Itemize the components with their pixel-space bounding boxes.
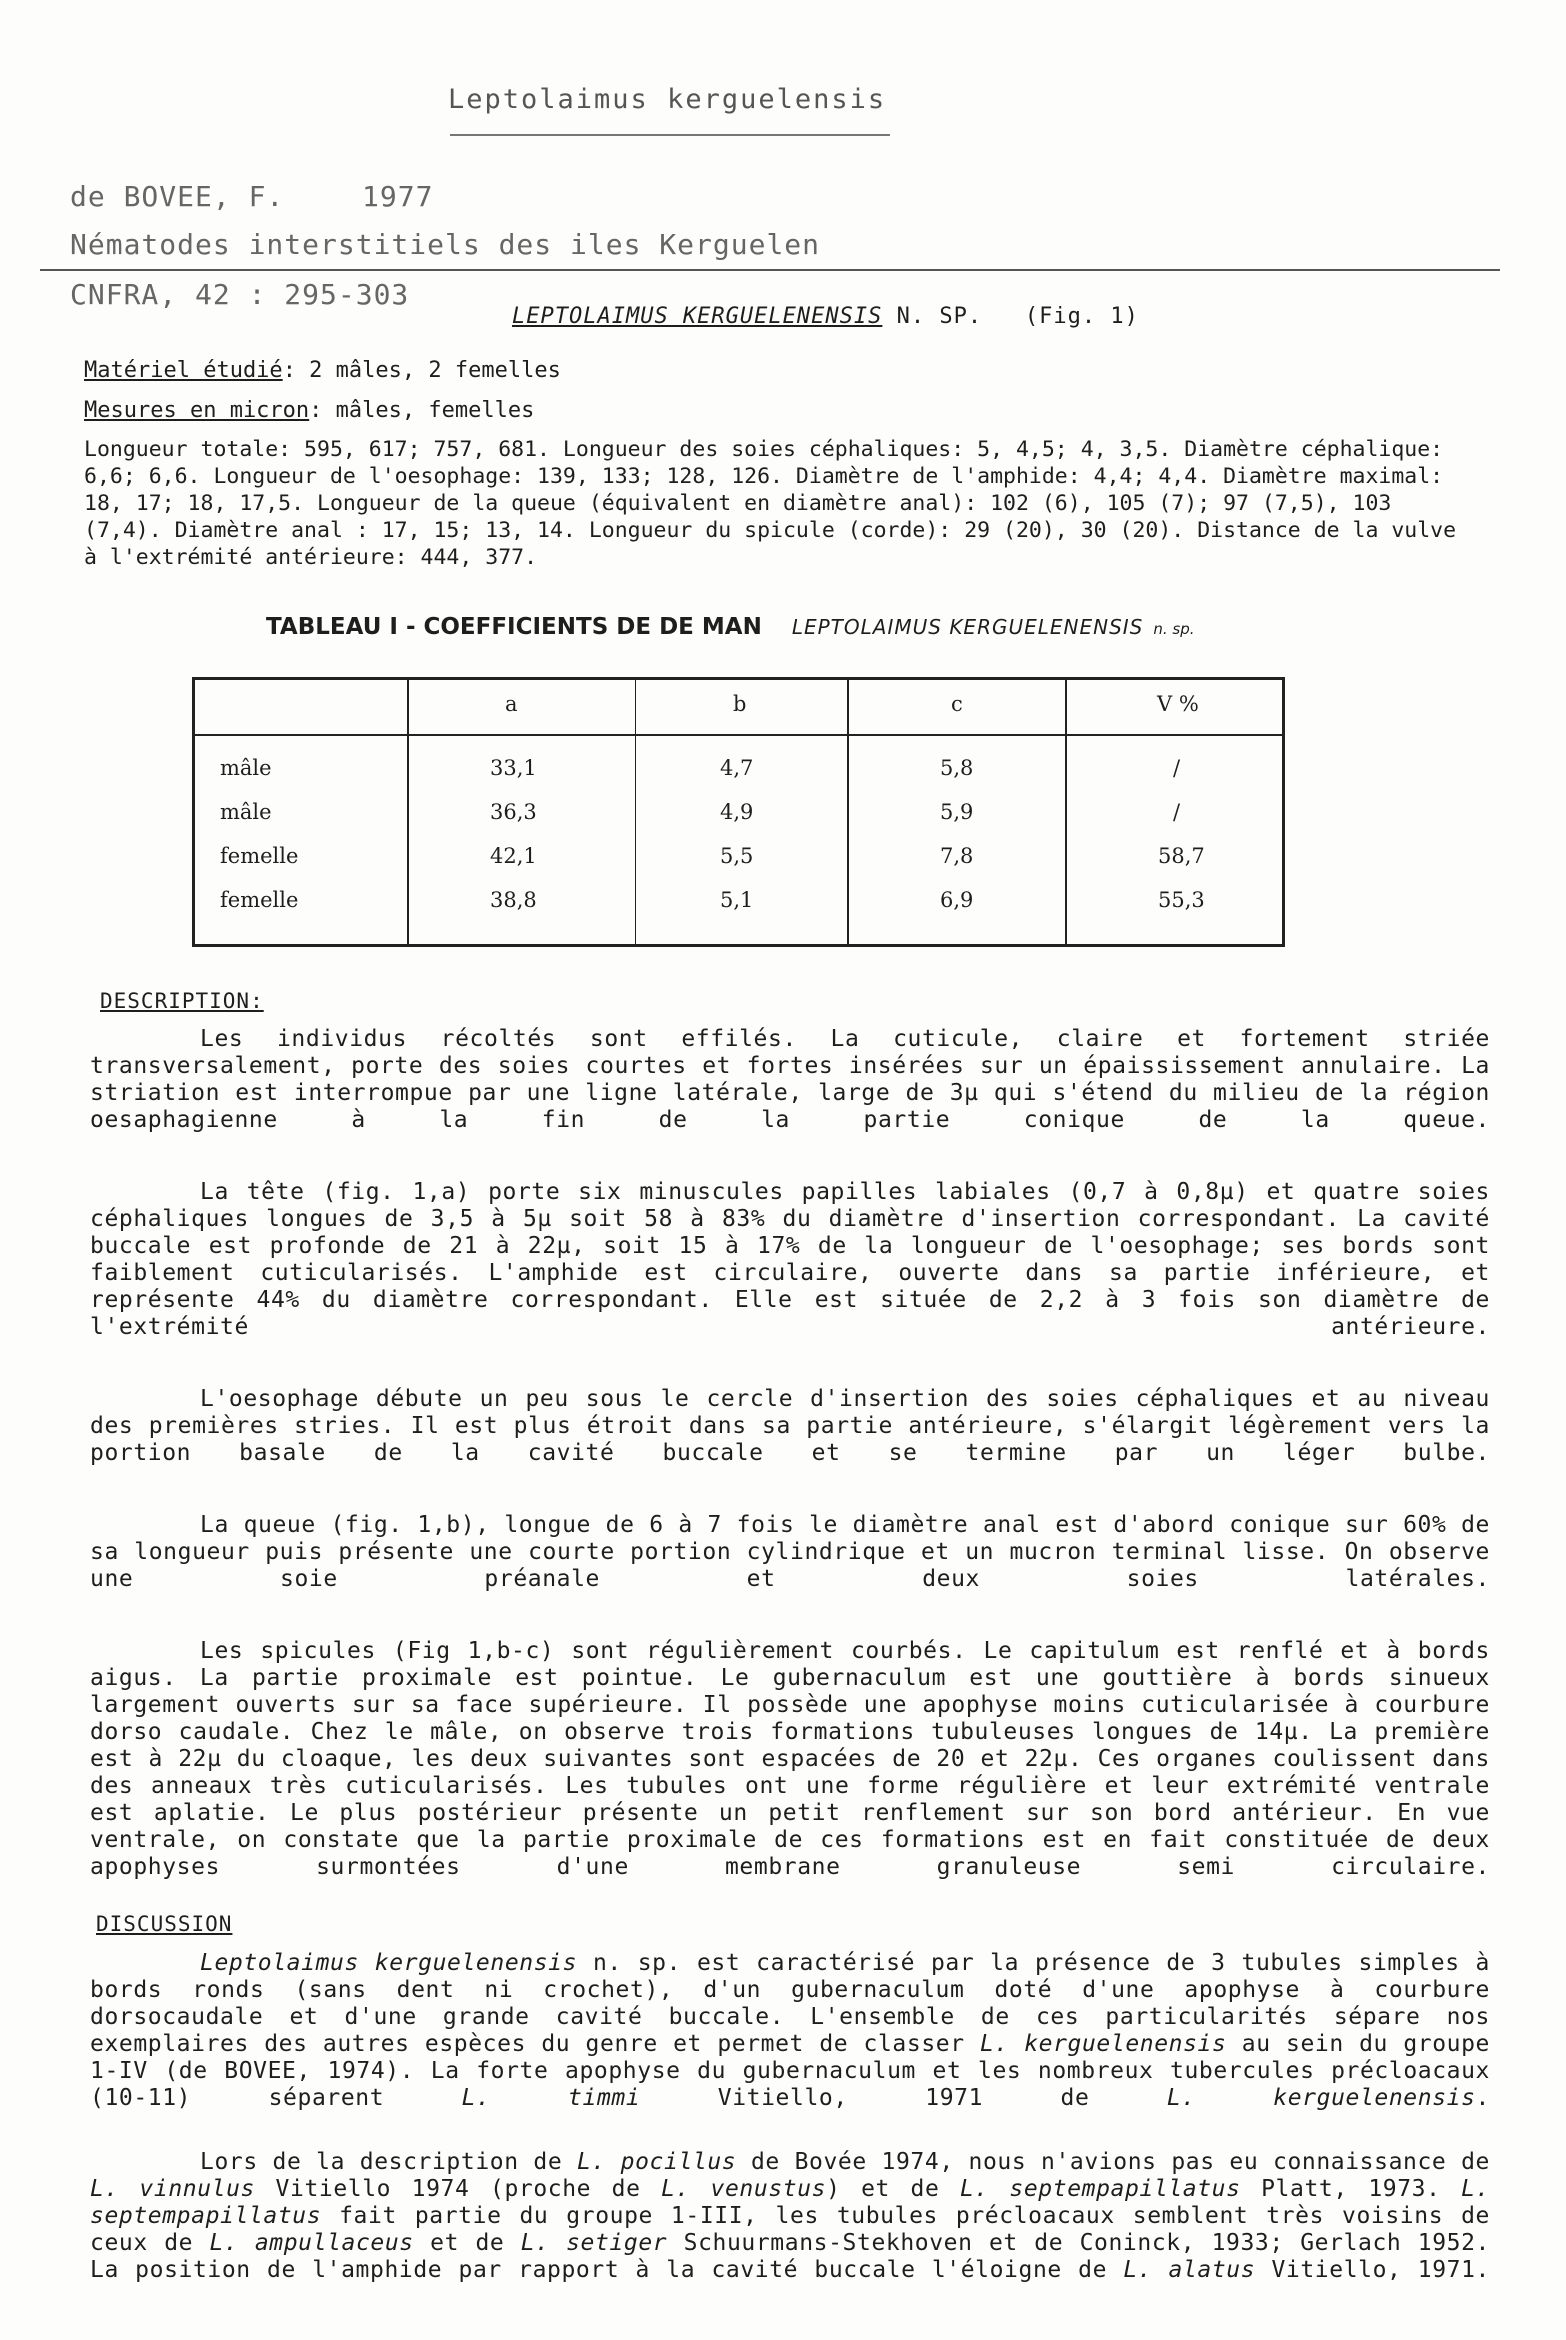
species-mention: L. septempapillatus <box>959 2176 1241 2202</box>
table-header-a: a <box>505 692 518 716</box>
species-mention: L. septempapillatus <box>90 2176 1491 2229</box>
table-cell: 42,1 <box>490 844 537 868</box>
description-heading: DESCRIPTION: <box>100 989 264 1013</box>
measures-label: Mesures en micron <box>84 398 310 423</box>
discussion-body <box>90 1950 1490 2311</box>
discussion-text: au sein du groupe 1-IV (de BOVEE, 1974). La forte apophyse du gubernaculum et les nombreux tubercules précloacaux (10-11) séparent <box>90 2031 1490 2111</box>
description-paragraph: L'oesophage débute un peu sous le cercle d'insertion des soies céphaliques et au niveau des premières stries. Il est plus étroit dans sa partie antérieure, s'élargit légèrement vers la portion basale de la cavité buccale et se termine par un léger bulbe. <box>90 1386 1490 1466</box>
table-title <box>266 614 1195 640</box>
discussion-paragraph <box>90 2149 1490 2311</box>
card-author: de BOVEE, F. <box>70 180 285 213</box>
species-heading <box>512 304 1139 329</box>
discussion-text: Schuurmans-Stekhoven et de Coninck, 1933; Gerlach 1952. La position de l'amphide par rapport à la cavité buccale l'éloigne de <box>90 2230 1491 2283</box>
discussion-heading: DISCUSSION <box>96 1912 233 1936</box>
species-mention: L. vinnulus <box>90 2176 256 2202</box>
table-cell: / <box>1173 756 1181 780</box>
discussion-text: Platt, 1973. <box>1240 2176 1462 2202</box>
discussion-text: Vitiello, 1971. <box>1255 2257 1490 2283</box>
table-cell: 5,1 <box>720 888 754 912</box>
table-cell: 5,5 <box>720 844 754 868</box>
table-divider <box>407 680 409 944</box>
species-mention: L. setiger <box>520 2230 668 2256</box>
discussion-text: Vitiello, 1971 de <box>640 2085 1167 2111</box>
table-divider <box>847 680 849 944</box>
table-header-rule <box>195 734 1282 736</box>
discussion-text: Vitiello 1974 (proche de <box>255 2176 662 2202</box>
table-row-label: mâle <box>220 800 272 824</box>
discussion-text: de Bovée 1974, nous n'avions pas eu connaissance de <box>736 2149 1490 2175</box>
discussion-text: n. sp. est caractérisé par la présence de 3 tubules simples à bords ronds (sans dent ni crochet), d'un gubernaculum doté d'une apophyse à courbure dorsocaudale et d'une grande cavité buccale. L'ensemble de ces particularités sépare nos exemplaires des autres espèces du genre et permet de classer <box>90 1950 1490 2057</box>
table-nsp: n. sp. <box>1153 620 1195 638</box>
discussion-text: ) et de <box>826 2176 960 2202</box>
species-mention: L. timmi <box>461 2085 641 2111</box>
species-mention: L. venustus <box>661 2176 827 2202</box>
discussion-text: Lors de la description de <box>200 2149 578 2175</box>
card-title-rule <box>450 134 890 136</box>
table-cell: 6,9 <box>940 888 974 912</box>
discussion-text: et de <box>413 2230 521 2256</box>
table-cell: 38,8 <box>490 888 537 912</box>
table-row-label: mâle <box>220 756 272 780</box>
figure-ref: (Fig. 1) <box>1024 304 1139 329</box>
table-row-label: femelle <box>220 888 299 912</box>
table-header-b: b <box>733 692 747 716</box>
description-paragraph: Les spicules (Fig 1,b-c) sont régulièrement courbés. Le capitulum est renflé et à bords aigus. La partie proximale est pointue. Le gubernaculum est une gouttière à bords sinueux largement ouverts sur sa face supérieure. Il possède une apophyse moins cuticularisée à courbure dorso caudale. Chez le mâle, on observe trois formations tubuleuses longues de 14µ. La première est à 22µ du cloaque, les deux suivantes sont espacées de 20 et 22µ. Ces organes coulissent dans des anneaux très cuticularisés. Les tubules ont une forme régulière et leur extrémité ventrale est aplatie. Le plus postérieur présente un petit renflement sur son bord antérieur. En vue ventrale, on constate que la partie proximale de ces formations est en fait constituée de deux apophyses surmontées d'une membrane granuleuse semi circulaire. <box>90 1638 1490 1880</box>
discussion-paragraph <box>90 1950 1490 2139</box>
coefficients-table <box>192 677 1285 947</box>
discussion-text: . <box>1475 2085 1490 2111</box>
table-cell: 4,9 <box>720 800 754 824</box>
table-cell: 33,1 <box>490 756 537 780</box>
table-cell: 58,7 <box>1158 844 1205 868</box>
species-mention: L. kerguelenensis <box>1166 2085 1476 2111</box>
table-header-v: V % <box>1157 692 1199 716</box>
table-cell: / <box>1173 800 1181 824</box>
card-rule <box>40 269 1500 271</box>
card-journal: CNFRA, 42 : 295-303 <box>70 278 410 311</box>
table-cell: 4,7 <box>720 756 754 780</box>
species-mention: L. alatus <box>1123 2257 1256 2283</box>
measures-line <box>84 398 534 423</box>
card-year: 1977 <box>362 180 434 213</box>
species-name: LEPTOLAIMUS KERGUELENENSIS <box>512 304 883 329</box>
table-row-label: femelle <box>220 844 299 868</box>
material-label: Matériel étudié <box>84 358 283 383</box>
table-header-c: c <box>951 692 963 716</box>
table-species: LEPTOLAIMUS KERGUELENENSIS <box>791 615 1144 639</box>
description-paragraph: La queue (fig. 1,b), longue de 6 à 7 fois le diamètre anal est d'abord conique sur 60% de sa longueur puis présente une courte portion cylindrique et un mucron terminal lisse. On observe une soie préanale et deux soies latérales. <box>90 1512 1490 1592</box>
description-body <box>90 1026 1490 1908</box>
material-line <box>84 358 561 383</box>
species-mention: L. kerguelenensis <box>979 2031 1227 2057</box>
card-article-title: Nématodes interstitiels des iles Kerguelen <box>70 228 821 261</box>
material-value: : 2 mâles, 2 femelles <box>282 358 561 383</box>
table-cell: 55,3 <box>1158 888 1205 912</box>
species-mention: L. ampullaceus <box>209 2230 414 2256</box>
description-paragraph: Les individus récoltés sont effilés. La cuticule, claire et fortement striée transversalement, porte des soies courtes et fortes insérées sur un épaississement annulaire. La striation est interrompue par une ligne latérale, large de 3µ qui s'étend du milieu de la région oesaphagienne à la fin de la partie conique de la queue. <box>90 1026 1490 1133</box>
table-cell: 5,8 <box>940 756 974 780</box>
measures-value: : mâles, femelles <box>309 398 535 423</box>
species-suffix: N. SP. <box>896 304 983 329</box>
table-divider <box>1065 680 1067 944</box>
discussion-text: fait partie du groupe 1-III, les tubules précloacaux semblent très voisins de ceux de <box>90 2203 1490 2256</box>
table-cell: 5,9 <box>940 800 974 824</box>
species-mention: Leptolaimus kerguelenensis <box>200 1950 578 1976</box>
card-title: Leptolaimus kerguelensis <box>448 84 887 115</box>
table-title-text: TABLEAU I - COEFFICIENTS DE DE MAN <box>266 614 762 640</box>
species-mention: L. pocillus <box>577 2149 737 2175</box>
measurements-paragraph: Longueur totale: 595, 617; 757, 681. Longueur des soies céphaliques: 5, 4,5; 4, 3,5. Diamètre céphalique: 6,6; 6,6. Longueur de l'oesophage: 139, 133; 128, 126. Diamètre de l'amphide: 4,4; 4,4. Diamètre maximal: 18, 17; 18, 17,5. Longueur de la queue (équivalent en diamètre anal): 102 (6), 105 (7); 97 (7,5), 103 (7,4). Diamètre anal : 17, 15; 13, 14. Longueur du spicule (corde): 29 (20), 30 (20). Distance de la vulve à l'extrémité antérieure: 444, 377. <box>84 437 1457 570</box>
table-divider <box>635 680 636 944</box>
table-cell: 7,8 <box>940 844 974 868</box>
table-cell: 36,3 <box>490 800 537 824</box>
description-paragraph: La tête (fig. 1,a) porte six minuscules papilles labiales (0,7 à 0,8µ) et quatre soies céphaliques longues de 3,5 à 5µ soit 58 à 83% du diamètre d'insertion correspondant. La cavité buccale est profonde de 21 à 22µ, soit 15 à 17% de la longueur de l'oesophage; ses bords sont faiblement cuticularisés. L'amphide est circulaire, ouverte dans sa partie inférieure, et représente 44% du diamètre correspondant. Elle est située de 2,2 à 3 fois son diamètre de l'extrémité antérieure. <box>90 1179 1490 1340</box>
